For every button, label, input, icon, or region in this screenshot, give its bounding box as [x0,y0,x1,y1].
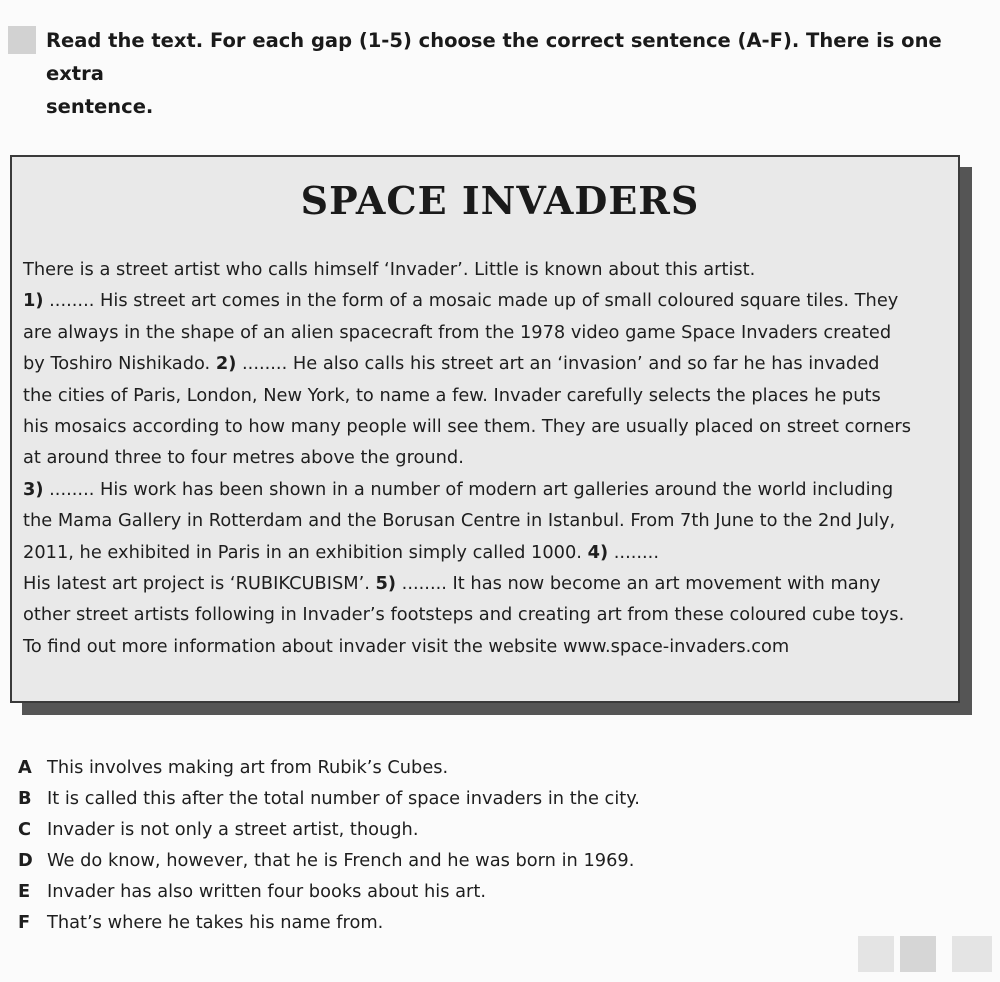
article-text: ........ His street art comes in the form of a mosaic made up of small coloured square tiles. They [43,290,899,312]
article-body [23,254,955,662]
article-text: 2011, he exhibited in Paris in an exhibition simply called 1000. [23,541,588,563]
exercise-marker [8,26,36,54]
pixelated-watermark [952,936,992,972]
article-text: are always in the shape of an alien spacecraft from the 1978 video game Space Invaders created [23,321,892,343]
article-line [23,348,955,379]
article-text: ........ His work has been shown in a number of modern art galleries around the world including [43,478,894,500]
pixelated-watermark [900,936,936,972]
gap-number-5: 5) [375,573,397,595]
instructions-line-1: Read the text. For each gap (1-5) choose the correct sentence (A-F). There is one extra [46,29,942,85]
article-text: at around three to four metres above the ground. [23,447,464,469]
article-text: His latest art project is ‘RUBIKCUBISM’. [23,573,376,595]
option-text: Invader is not only a street artist, though. [47,819,419,840]
pixelated-watermark [858,936,894,972]
article-title: SPACE INVADERS [300,178,700,223]
article-text: ........ He also calls his street art an ‘invasion’ and so far he has invaded [236,353,880,375]
option-c [18,814,978,845]
article-text: To find out more information about invader visit the website www.space-invaders.com [23,635,790,657]
article-text: the Mama Gallery in Rotterdam and the Borusan Centre in Istanbul. From 7th June to the 2nd July, [23,510,896,532]
option-letter: C [18,819,32,840]
article-line [23,317,955,348]
option-text: This involves making art from Rubik’s Cubes. [47,757,449,778]
gap-number-3: 3) [23,478,44,500]
option-a [18,752,978,783]
option-text: It is called this after the total number of space invaders in the city. [47,788,640,809]
article-text: his mosaics according to how many people will see them. They are usually placed on street corners [23,416,912,438]
option-f [18,907,978,938]
article-line [23,411,955,442]
article-text: the cities of Paris, London, New York, to name a few. Invader carefully selects the places he puts [23,384,881,406]
option-letter: F [18,912,31,933]
article-text: ........ [608,541,659,563]
option-text: We do know, however, that he is French and he was born in 1969. [47,850,635,871]
article-line [23,537,955,568]
option-letter: A [18,757,32,778]
article-text: other street artists following in Invader’s footsteps and creating art from these coloured cube toys. [23,604,905,626]
article-line [23,254,955,285]
article-line [23,285,955,316]
article-line [23,505,955,536]
gap-number-4: 4) [587,541,609,563]
article-line [23,599,955,630]
article-text: by Toshiro Nishikado. [23,353,216,375]
instructions [46,24,991,123]
option-letter: B [18,788,32,809]
article-line [23,442,955,473]
gap-number-1: 1) [23,290,44,312]
option-e [18,876,978,907]
article-text: There is a street artist who calls himself ‘Invader’. Little is known about this artist. [23,259,756,280]
gap-number-2: 2) [215,353,237,375]
option-d [18,845,978,876]
article-line [23,568,955,599]
option-letter: D [18,850,33,871]
option-text: That’s where he takes his name from. [47,912,384,933]
article-text: ........ It has now become an art movement with many [396,573,881,595]
article-line [23,631,955,662]
article-line [23,380,955,411]
option-letter: E [18,881,31,902]
article-line [23,474,955,505]
instructions-line-2: sentence. [46,95,154,118]
answer-options [18,752,978,938]
option-text: Invader has also written four books about his art. [47,881,486,902]
option-b [18,783,978,814]
